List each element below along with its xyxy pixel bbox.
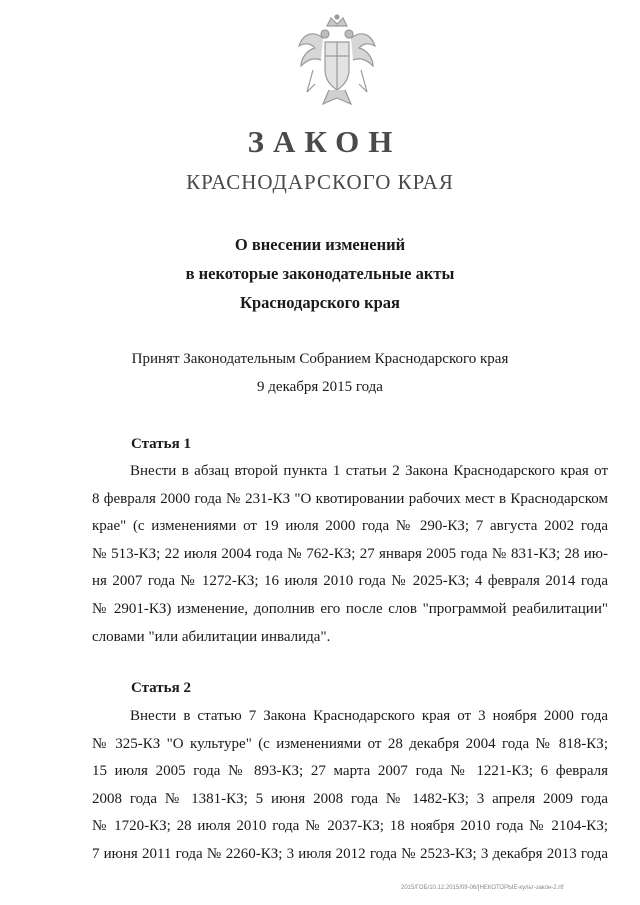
paragraph-line: ня 2007 года № 1272-КЗ; 16 июля 2010 года № 2025-КЗ; 4 февраля 2014 года (92, 573, 608, 590)
paragraph-line: № 513-КЗ; 22 июля 2004 года № 762-КЗ; 27 января 2005 года № 831-КЗ; 28 ию- (92, 545, 608, 562)
paragraph-line: 2008 года № 1381-КЗ; 5 июня 2008 года № 1482-КЗ; 3 апреля 2009 года (92, 790, 608, 807)
paragraph-line: Внести в абзац второй пункта 1 статьи 2 Закона Краснодарского края от (130, 463, 608, 479)
article-1-heading: Статья 1 (131, 436, 191, 452)
document-title: ЗАКОН (247, 124, 402, 159)
paragraph-line: Внести в статью 7 Закона Краснодарского края от 3 ноября 2000 года (130, 708, 608, 724)
file-path-footer: 2015/ГОБ/10.12.2015/09-06/[НЕКОТОРЫЕ-культ-закон-2.rtf (401, 885, 564, 891)
paragraph-line: № 1720-КЗ; 28 июля 2010 года № 2037-КЗ; 18 ноября 2010 года № 2104-КЗ; (92, 818, 608, 835)
subject-line: О внесении изменений (234, 235, 406, 254)
region-name: КРАСНОДАРСКОГО КРАЯ (186, 170, 454, 194)
paragraph-line: 8 февраля 2000 года № 231-КЗ "О квотировании рабочих мест в Краснодарском (92, 490, 608, 507)
adoption-date: 9 декабря 2015 года (257, 379, 383, 395)
paragraph-line: № 2901-КЗ) изменение, дополнив его после слов "программой реабилитации" (92, 600, 608, 617)
law-subject (0, 230, 640, 317)
paragraph-line: 15 июля 2005 года № 893-КЗ; 27 марта 2007 года № 1221-КЗ; 6 февраля (92, 763, 608, 780)
subject-line: Краснодарского края (240, 293, 400, 312)
paragraph-line: словами "или абилитации инвалида". (92, 628, 331, 645)
article-2-text (92, 703, 608, 869)
paragraph-line: 7 июня 2011 года № 2260-КЗ; 3 июля 2012 года № 2523-КЗ; 3 декабря 2013 года (92, 845, 608, 862)
article-1-text (92, 458, 608, 651)
paragraph-line: № 325-КЗ "О культуре" (с изменениями от 28 декабря 2004 года № 818-КЗ; (92, 735, 608, 752)
subject-line: в некоторые законодательные акты (185, 264, 455, 283)
coat-of-arms-icon (293, 12, 381, 110)
paragraph-line: крае" (с изменениями от 19 июля 2000 года № 290-КЗ; 7 августа 2002 года (92, 518, 608, 535)
article-2-heading: Статья 2 (131, 680, 191, 696)
adoption-text: Принят Законодательным Собранием Краснодарского края (131, 351, 509, 367)
adoption-note (0, 345, 640, 401)
